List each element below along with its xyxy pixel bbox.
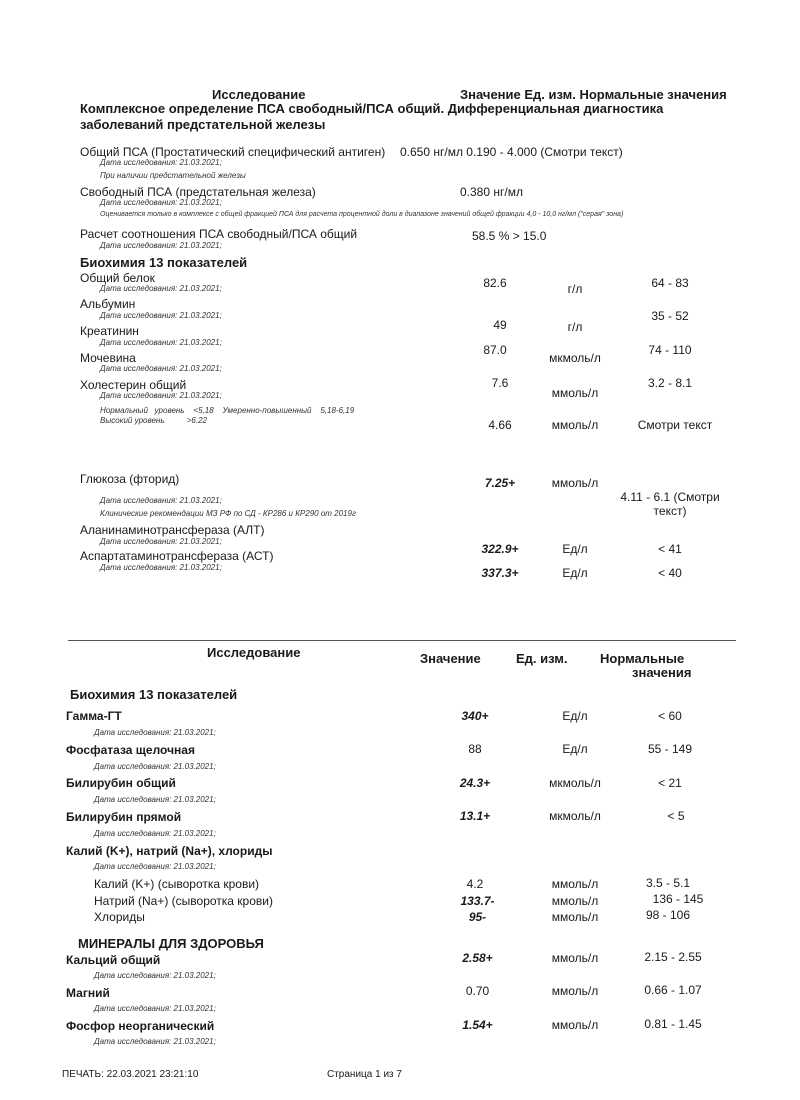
test-name: Хлориды [94,910,145,924]
test-value: 1.54+ [462,1018,493,1032]
test-norm: 98 - 106 [645,908,691,922]
test-norm: 0.66 - 1.07 [644,983,702,997]
test-norm: 3.5 - 5.1 [645,876,691,890]
test-unit: ммоль/л [551,386,599,400]
test-unit: мкмоль/л [549,351,601,365]
column-header-unit: Ед. изм. [516,651,568,666]
test-norm: < 21 [658,776,682,790]
section-title: МИНЕРАЛЫ ДЛЯ ЗДОРОВЬЯ [78,936,264,951]
test-value: 0.70 [465,984,490,998]
test-name: Расчет соотношения ПСА свободный/ПСА общий [80,227,358,241]
test-note: Клинические рекомендации МЗ РФ по СД - КР286 и КР290 от 2019г [100,509,356,518]
test-group-name: Калий (K+), натрий (Na+), хлориды [66,844,273,858]
test-value: 322.9+ [481,542,519,556]
test-result-inline: 58.5 % > 15.0 [472,229,547,243]
test-unit: мкмоль/л [549,809,601,823]
test-name: Фосфатаза щелочная [66,743,195,757]
test-value: 88 [468,742,482,756]
test-unit: ммоль/л [551,877,599,891]
test-value: 13.1+ [459,809,491,823]
test-norm: Смотри текст [637,418,713,432]
test-result-inline: 0.650 нг/мл 0.190 - 4.000 (Смотри текст) [400,145,623,159]
test-date: Дата исследования: 21.03.2021; [94,971,216,980]
test-value: 340+ [461,709,489,723]
section-title: Биохимия 13 показателей [70,687,238,702]
test-note: Нормальный уровень <5,18 Умеренно-повышенный 5,18-6,19 [100,406,355,415]
test-name: Калий (K+) (сыворотка крови) [94,877,260,891]
test-value: 337.3+ [481,566,519,580]
column-header-value: Значение [420,651,481,666]
test-norm: 136 - 145 [652,892,704,906]
test-unit: г/л [567,320,583,334]
test-unit: мкмоль/л [549,776,601,790]
test-unit: ммоль/л [551,910,599,924]
test-value: 7.25+ [484,476,516,490]
column-header-norm-cont: значения [632,665,692,680]
test-norm: 3.2 - 8.1 [647,376,693,390]
test-norm: < 60 [658,709,682,723]
test-date: Дата исследования: 21.03.2021; [100,338,222,347]
test-name: Холестерин общий [80,378,187,392]
test-date: Дата исследования: 21.03.2021; [100,311,222,320]
test-value: 87.0 [483,343,507,357]
test-name: Креатинин [80,324,139,338]
test-value: 95- [468,910,487,924]
test-date: Дата исследования: 21.03.2021; [100,198,222,207]
test-unit: ммоль/л [551,951,599,965]
test-date: Дата исследования: 21.03.2021; [94,762,216,771]
test-name: Билирубин общий [66,776,176,790]
panel-title-cont: заболеваний предстательной железы [80,117,326,132]
test-unit: ммоль/л [551,984,599,998]
test-date: Дата исследования: 21.03.2021; [94,728,216,737]
test-value: 4.66 [488,418,512,432]
test-norm: 55 - 149 [647,742,693,756]
page-number: Страница 1 из 7 [327,1069,402,1080]
print-timestamp: ПЕЧАТЬ: 22.03.2021 23:21:10 [62,1069,199,1080]
test-norm-cont: текст) [653,504,687,518]
test-result-inline: 0.380 нг/мл [460,185,523,199]
test-name: Глюкоза (фторид) [80,472,180,486]
test-name: Магний [66,986,110,1000]
test-norm: < 41 [658,542,682,556]
test-norm: < 5 [667,809,685,823]
test-value: 4.2 [466,877,484,891]
test-date: Дата исследования: 21.03.2021; [94,862,216,871]
test-date: Дата исследования: 21.03.2021; [94,795,216,804]
test-norm: 74 - 110 [648,343,692,357]
test-note: Высокий уровень >6.22 [100,416,207,425]
test-unit: ммоль/л [551,476,599,490]
test-date: Дата исследования: 21.03.2021; [100,364,222,373]
test-unit: Ед/л [562,566,588,580]
test-note: Оценивается только в комплексе с общей фракцией ПСА для расчета процентной доли в диапазоне значений общей фракции 4,0 - 10,0 нг/мл ("серая" зона) [100,211,624,218]
test-name: Кальций общий [66,953,161,967]
test-name: Билирубин прямой [66,810,182,824]
test-norm: 0.81 - 1.45 [644,1017,702,1031]
test-note: При наличии предстательной железы [100,171,246,180]
test-unit: Ед/л [562,742,588,756]
test-unit: г/л [567,282,583,296]
test-date: Дата исследования: 21.03.2021; [100,391,222,400]
section-divider [68,640,736,641]
test-norm: 64 - 83 [651,276,689,290]
test-date: Дата исследования: 21.03.2021; [100,241,222,250]
section-title: Биохимия 13 показателей [80,255,248,270]
test-date: Дата исследования: 21.03.2021; [94,829,216,838]
test-name: Мочевина [80,351,136,365]
column-header-norm: Нормальные [600,651,685,666]
test-value: 7.6 [491,376,509,390]
test-value: 24.3+ [459,776,491,790]
test-value: 133.7- [460,894,495,908]
test-name: Альбумин [80,297,136,311]
test-date: Дата исследования: 21.03.2021; [100,563,222,572]
test-value: 2.58+ [462,951,493,965]
test-norm: < 40 [658,566,682,580]
test-unit: ммоль/л [551,418,599,432]
test-name: Аланинаминотрансфераза (АЛТ) [80,523,265,537]
test-value: 49 [493,318,507,332]
test-norm: 35 - 52 [651,309,689,323]
test-name: Натрий (Na+) (сыворотка крови) [94,894,273,908]
test-name: Свободный ПСА (предстательная железа) [80,185,316,199]
test-date: Дата исследования: 21.03.2021; [100,284,222,293]
test-date: Дата исследования: 21.03.2021; [94,1037,216,1046]
test-name: Гамма-ГТ [66,709,122,723]
test-name: Общий ПСА (Простатический специфический антиген) [80,145,386,159]
panel-title: Комплексное определение ПСА свободный/ПСА общий. Дифференциальная диагностика [80,101,664,116]
test-unit: ммоль/л [551,894,599,908]
test-value: 82.6 [483,276,507,290]
test-unit: Ед/л [562,542,588,556]
test-name: Общий белок [80,271,155,285]
test-norm: 4.11 - 6.1 (Смотри [620,490,720,504]
test-name: Фосфор неорганический [66,1019,215,1033]
test-date: Дата исследования: 21.03.2021; [100,537,222,546]
test-name: Аспартатаминотрансфераза (АСТ) [80,549,274,563]
column-header-study: Исследование [212,87,306,102]
test-date: Дата исследования: 21.03.2021; [100,158,222,167]
column-header-study: Исследование [207,645,301,660]
test-norm: 2.15 - 2.55 [644,950,702,964]
test-unit: ммоль/л [551,1018,599,1032]
column-header-values: Значение Ед. изм. Нормальные значения [460,87,727,102]
test-date: Дата исследования: 21.03.2021; [100,496,222,505]
test-unit: Ед/л [562,709,588,723]
test-date: Дата исследования: 21.03.2021; [94,1004,216,1013]
